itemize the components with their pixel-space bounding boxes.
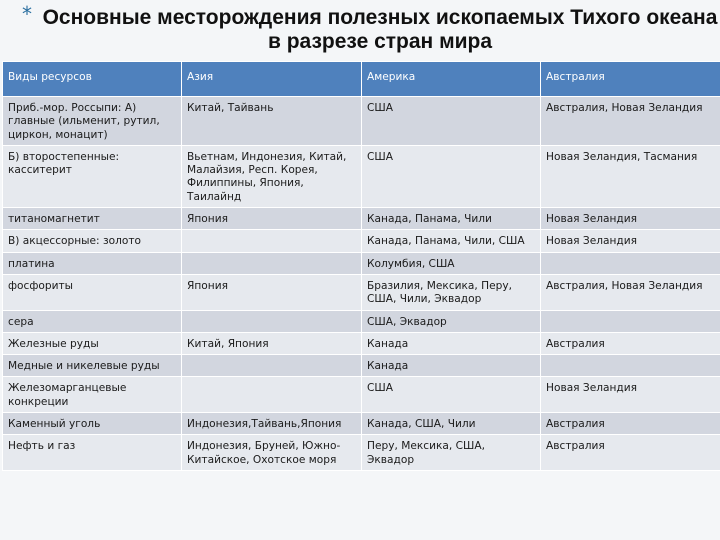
table-cell: Колумбия, США	[362, 252, 541, 274]
table-header-row	[3, 62, 720, 97]
table-cell: Бразилия, Мексика, Перу, США, Чили, Эквадор	[362, 274, 541, 310]
table-cell: платина	[3, 252, 182, 274]
table-cell: Австралия	[541, 332, 720, 354]
table-cell: Индонезия,Тайвань,Япония	[182, 413, 362, 435]
table-cell: Медные и никелевые руды	[3, 355, 182, 377]
table-cell: Новая Зеландия	[541, 208, 720, 230]
table-cell: Канада, США, Чили	[362, 413, 541, 435]
table-cell: Канада	[362, 332, 541, 354]
table-cell: Каменный уголь	[3, 413, 182, 435]
table-cell: Б) второстепенные: касситерит	[3, 145, 182, 207]
table-cell: Железомарганцевые конкреции	[3, 377, 182, 413]
table-cell: США	[362, 377, 541, 413]
table-cell: США	[362, 97, 541, 146]
table-cell	[182, 355, 362, 377]
table-row	[3, 208, 720, 230]
table-cell: Канада, Панама, Чили	[362, 208, 541, 230]
table-cell: США, Эквадор	[362, 310, 541, 332]
slide-title: Основные месторождения полезных ископаемых Тихого океана в разрезе стран мира	[42, 6, 718, 53]
table-cell: титаномагнетит	[3, 208, 182, 230]
table-cell: Канада, Панама, Чили, США	[362, 230, 541, 252]
table-row	[3, 435, 720, 471]
table-cell: Австралия, Новая Зеландия	[541, 97, 720, 146]
table-cell: В) акцессорные: золото	[3, 230, 182, 252]
resources-table	[2, 61, 720, 471]
table-row	[3, 252, 720, 274]
table-cell: Перу, Мексика, США, Эквадор	[362, 435, 541, 471]
table-cell: Австралия, Новая Зеландия	[541, 274, 720, 310]
table-cell	[182, 230, 362, 252]
table-cell: Индонезия, Бруней, Южно-Китайское, Охотское моря	[182, 435, 362, 471]
table-row	[3, 377, 720, 413]
table-row	[3, 413, 720, 435]
table-row	[3, 332, 720, 354]
table-cell: Австралия	[541, 435, 720, 471]
table-cell: Нефть и газ	[3, 435, 182, 471]
table-cell	[541, 310, 720, 332]
table-row	[3, 274, 720, 310]
table-cell: США	[362, 145, 541, 207]
table-cell: Япония	[182, 208, 362, 230]
table-cell: Япония	[182, 274, 362, 310]
table-row	[3, 230, 720, 252]
table-cell: Канада	[362, 355, 541, 377]
header-cell-resource-type: Виды ресурсов	[3, 62, 182, 97]
table-cell	[182, 252, 362, 274]
header-cell-asia: Азия	[182, 62, 362, 97]
table-cell	[182, 377, 362, 413]
header-cell-australia: Австралия	[541, 62, 720, 97]
table-cell: Китай, Тайвань	[182, 97, 362, 146]
table-cell	[541, 252, 720, 274]
slide-bullet: *	[22, 2, 32, 26]
table-cell: Новая Зеландия	[541, 377, 720, 413]
table-cell: Австралия	[541, 413, 720, 435]
table-cell: Вьетнам, Индонезия, Китай, Малайзия, Респ. Корея, Филиппины, Япония, Таилайнд	[182, 145, 362, 207]
table-cell: Железные руды	[3, 332, 182, 354]
table-cell	[182, 310, 362, 332]
table-row	[3, 355, 720, 377]
table-cell: Новая Зеландия, Тасмания	[541, 145, 720, 207]
table-cell: фосфориты	[3, 274, 182, 310]
table-row	[3, 310, 720, 332]
table-cell: Новая Зеландия	[541, 230, 720, 252]
table-row	[3, 97, 720, 146]
header-cell-america: Америка	[362, 62, 541, 97]
table-cell	[541, 355, 720, 377]
table-cell: Китай, Япония	[182, 332, 362, 354]
table-cell: сера	[3, 310, 182, 332]
table-cell: Приб.-мор. Россыпи: А) главные (ильменит, рутил, циркон, монацит)	[3, 97, 182, 146]
table-row	[3, 145, 720, 207]
